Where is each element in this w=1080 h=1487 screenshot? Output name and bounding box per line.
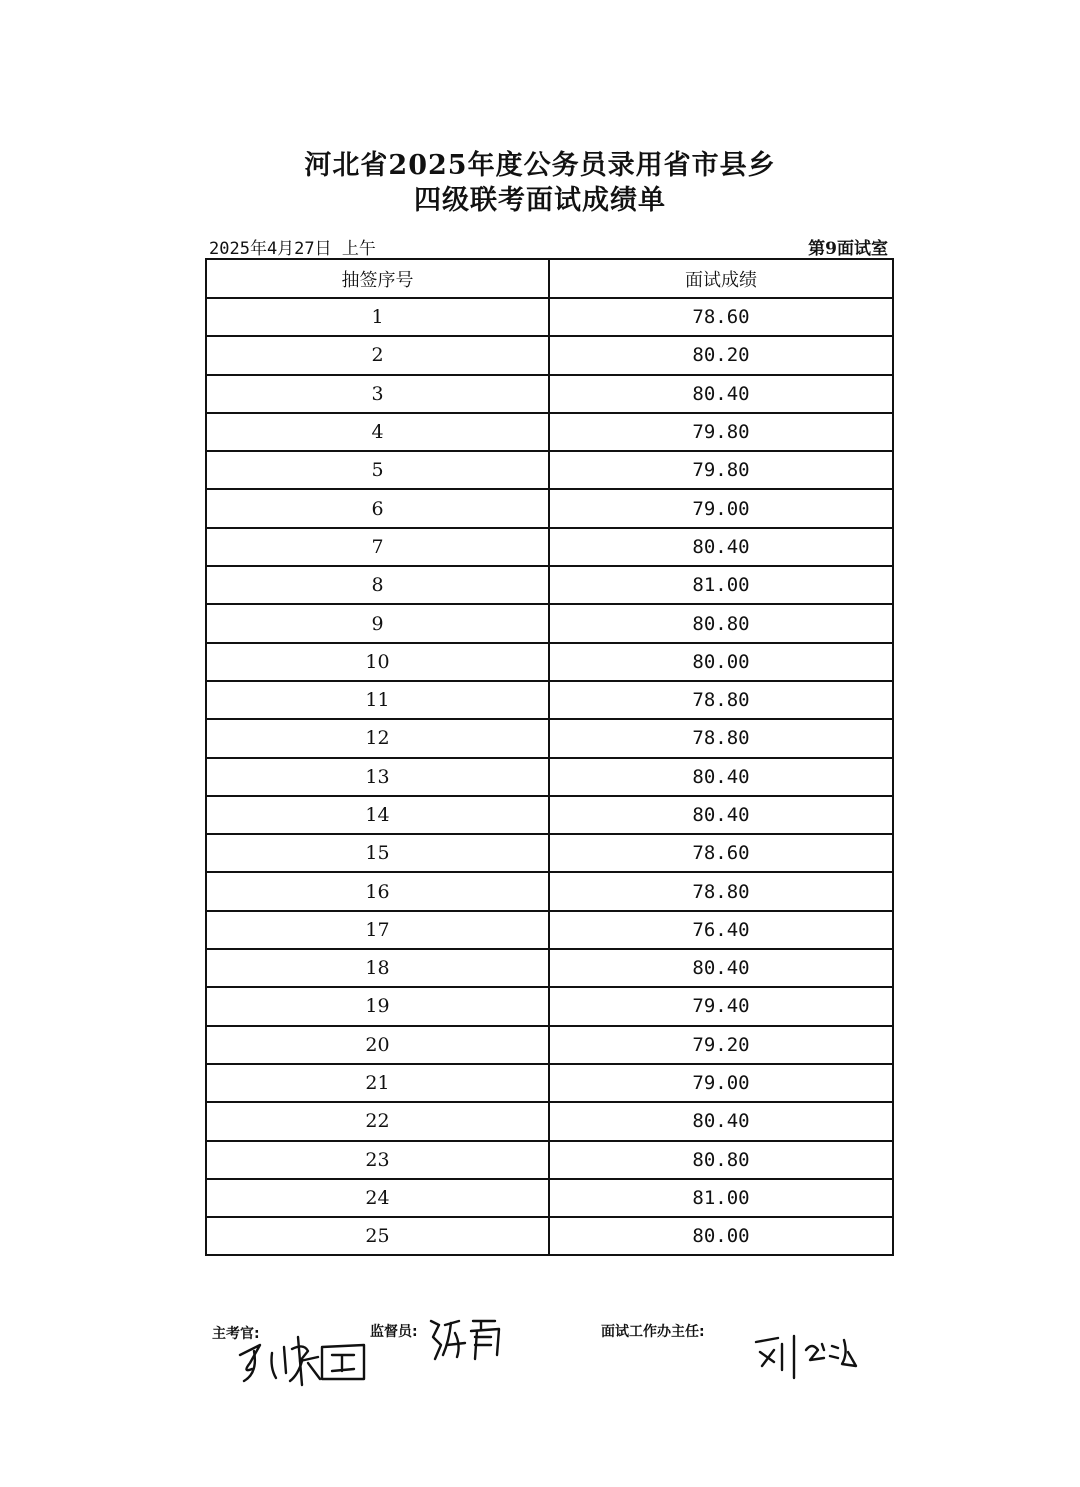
draw-number-cell: 9	[206, 604, 549, 642]
header-interview-score: 面试成绩	[549, 259, 893, 298]
table-row	[206, 528, 893, 566]
interview-score-cell: 80.80	[549, 604, 893, 642]
interview-score-cell: 80.40	[549, 528, 893, 566]
interview-score-cell: 79.00	[549, 1064, 893, 1102]
draw-number-cell: 20	[206, 1026, 549, 1064]
table-header-row	[206, 259, 893, 298]
interview-score-cell: 81.00	[549, 1179, 893, 1217]
table-row	[206, 566, 893, 604]
table-row	[206, 1064, 893, 1102]
interview-score-cell: 78.60	[549, 298, 893, 336]
chief-examiner-label: 主考官:	[212, 1326, 260, 1342]
score-table	[205, 258, 894, 1256]
table-row	[206, 872, 893, 910]
draw-number-cell: 6	[206, 489, 549, 527]
interview-score-cell: 80.00	[549, 643, 893, 681]
table-row	[206, 1217, 893, 1255]
interview-score-cell: 78.80	[549, 719, 893, 757]
interview-score-cell: 80.40	[549, 949, 893, 987]
table-row	[206, 796, 893, 834]
draw-number-cell: 1	[206, 298, 549, 336]
table-row	[206, 451, 893, 489]
office-director-label: 面试工作办主任:	[601, 1324, 705, 1340]
table-row	[206, 987, 893, 1025]
table-row	[206, 1179, 893, 1217]
draw-number-cell: 12	[206, 719, 549, 757]
draw-number-cell: 7	[206, 528, 549, 566]
interview-score-cell: 78.80	[549, 872, 893, 910]
header-draw-number: 抽签序号	[206, 259, 549, 298]
interview-score-cell: 79.20	[549, 1026, 893, 1064]
draw-number-cell: 23	[206, 1141, 549, 1179]
draw-number-cell: 25	[206, 1217, 549, 1255]
table-row	[206, 949, 893, 987]
draw-number-cell: 19	[206, 987, 549, 1025]
supervisor-label: 监督员:	[370, 1324, 418, 1340]
draw-number-cell: 22	[206, 1102, 549, 1140]
draw-number-cell: 16	[206, 872, 549, 910]
interview-score-cell: 80.80	[549, 1141, 893, 1179]
table-row	[206, 1026, 893, 1064]
table-row	[206, 911, 893, 949]
draw-number-cell: 14	[206, 796, 549, 834]
table-row	[206, 681, 893, 719]
draw-number-cell: 17	[206, 911, 549, 949]
table-row	[206, 336, 893, 374]
draw-number-cell: 24	[206, 1179, 549, 1217]
draw-number-cell: 4	[206, 413, 549, 451]
draw-number-cell: 2	[206, 336, 549, 374]
chief-examiner-signature	[232, 1333, 382, 1392]
table-row	[206, 834, 893, 872]
draw-number-cell: 8	[206, 566, 549, 604]
draw-number-cell: 18	[206, 949, 549, 987]
interview-score-cell: 80.00	[549, 1217, 893, 1255]
draw-number-cell: 3	[206, 375, 549, 413]
table-row	[206, 298, 893, 336]
interview-score-cell: 80.40	[549, 375, 893, 413]
document-title-line1: 河北省2025年度公务员录用省市县乡	[304, 150, 776, 181]
table-row	[206, 413, 893, 451]
table-row	[206, 375, 893, 413]
interview-score-cell: 76.40	[549, 911, 893, 949]
table-row	[206, 719, 893, 757]
interview-score-cell: 78.60	[549, 834, 893, 872]
draw-number-cell: 10	[206, 643, 549, 681]
table-row	[206, 643, 893, 681]
table-row	[206, 604, 893, 642]
office-director-signature	[752, 1330, 862, 1384]
draw-number-cell: 5	[206, 451, 549, 489]
draw-number-cell: 13	[206, 758, 549, 796]
interview-room: 第9面试室	[808, 239, 888, 259]
interview-score-cell: 80.40	[549, 758, 893, 796]
interview-score-cell: 80.20	[549, 336, 893, 374]
interview-score-cell: 79.80	[549, 413, 893, 451]
interview-score-cell: 80.40	[549, 796, 893, 834]
interview-score-cell: 80.40	[549, 1102, 893, 1140]
interview-score-cell: 79.00	[549, 489, 893, 527]
table-row	[206, 1102, 893, 1140]
session-date: 2025年4月27日 上午	[209, 239, 376, 259]
draw-number-cell: 11	[206, 681, 549, 719]
interview-score-cell: 78.80	[549, 681, 893, 719]
table-row	[206, 758, 893, 796]
draw-number-cell: 21	[206, 1064, 549, 1102]
document-title-line2: 四级联考面试成绩单	[414, 185, 666, 216]
supervisor-signature	[425, 1315, 505, 1369]
draw-number-cell: 15	[206, 834, 549, 872]
table-row	[206, 489, 893, 527]
interview-score-cell: 79.40	[549, 987, 893, 1025]
interview-score-cell: 81.00	[549, 566, 893, 604]
score-table-body	[206, 298, 893, 1255]
interview-score-cell: 79.80	[549, 451, 893, 489]
table-row	[206, 1141, 893, 1179]
